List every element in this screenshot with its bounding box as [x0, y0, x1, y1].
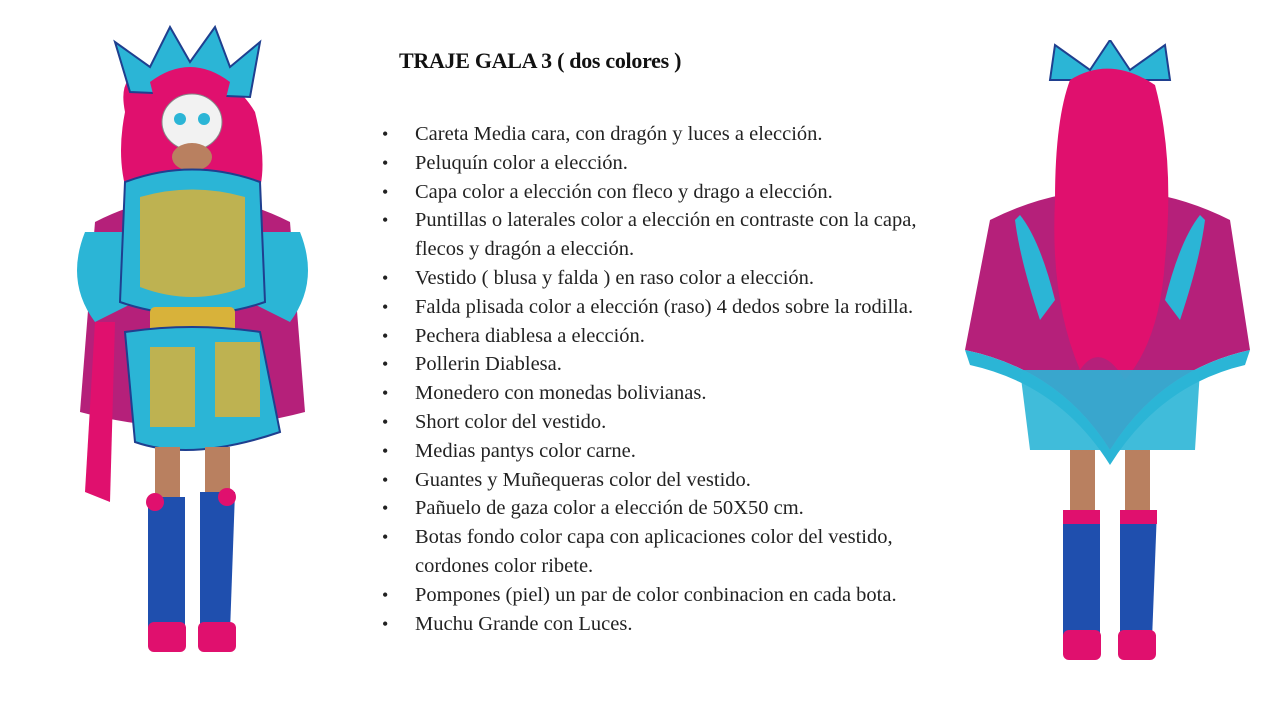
- list-item-text: Pañuelo de gaza color a elección de 50X50 cm.: [415, 497, 804, 520]
- bullet-icon: •: [382, 210, 389, 231]
- bullet-icon: •: [382, 527, 389, 548]
- list-item: [380, 466, 940, 495]
- list-item: [380, 120, 940, 149]
- list-item: [380, 322, 940, 351]
- list-item-text: Falda plisada color a elección (raso) 4 dedos sobre la rodilla.: [415, 295, 914, 318]
- bullet-icon: •: [382, 354, 389, 375]
- list-item-text: Pompones (piel) un par de color conbinacion en cada bota.: [415, 583, 897, 606]
- list-item-text: Puntillas o laterales color a elección en contraste con la capa, flecos y dragón a elección.: [415, 209, 917, 261]
- bullet-icon: •: [382, 469, 389, 490]
- list-item: [380, 379, 940, 408]
- list-item: [380, 581, 940, 610]
- list-item: [380, 206, 940, 264]
- costume-back-photo: [960, 40, 1260, 670]
- list-item-text: Pollerin Diablesa.: [415, 353, 562, 376]
- bullet-icon: •: [382, 325, 389, 346]
- bullet-icon: •: [382, 498, 389, 519]
- list-item-text: Monedero con monedas bolivianas.: [415, 382, 707, 405]
- list-item-text: Pechera diablesa a elección.: [415, 324, 645, 347]
- list-item-text: Guantes y Muñequeras color del vestido.: [415, 468, 751, 491]
- bullet-icon: •: [382, 411, 389, 432]
- list-item: [380, 178, 940, 207]
- list-item: [380, 293, 940, 322]
- list-item-text: Vestido ( blusa y falda ) en raso color a elección.: [415, 266, 815, 289]
- list-item: [380, 264, 940, 293]
- list-item: [380, 610, 940, 639]
- list-item: [380, 149, 940, 178]
- list-item-text: Botas fondo color capa con aplicaciones color del vestido, cordones color ribete.: [415, 526, 893, 577]
- bullet-icon: •: [382, 124, 389, 144]
- list-item-text: Peluquín color a elección.: [415, 151, 628, 174]
- page-title: TRAJE GALA 3 ( dos colores ): [399, 48, 682, 73]
- bullet-icon: •: [382, 296, 389, 317]
- list-item: [380, 523, 940, 581]
- costume-front-photo: [55, 22, 325, 662]
- list-item: [380, 350, 940, 379]
- list-item: [380, 437, 940, 466]
- list-item-text: Short color del vestido.: [415, 410, 607, 433]
- bullet-icon: •: [382, 613, 389, 634]
- list-item-text: Medias pantys color carne.: [415, 439, 636, 462]
- list-item-text: Muchu Grande con Luces.: [415, 612, 633, 635]
- bullet-icon: •: [382, 440, 389, 461]
- list-item-text: Capa color a elección con fleco y drago a elección.: [415, 180, 833, 203]
- bullet-icon: •: [382, 267, 389, 288]
- requirements-list: [380, 120, 940, 638]
- list-item-text: Careta Media cara, con dragón y luces a elección.: [415, 123, 823, 145]
- bullet-icon: •: [382, 383, 389, 404]
- list-item: [380, 408, 940, 437]
- list-item: [380, 494, 940, 523]
- bullet-icon: •: [382, 181, 389, 202]
- bullet-icon: •: [382, 584, 389, 605]
- bullet-icon: •: [382, 152, 389, 173]
